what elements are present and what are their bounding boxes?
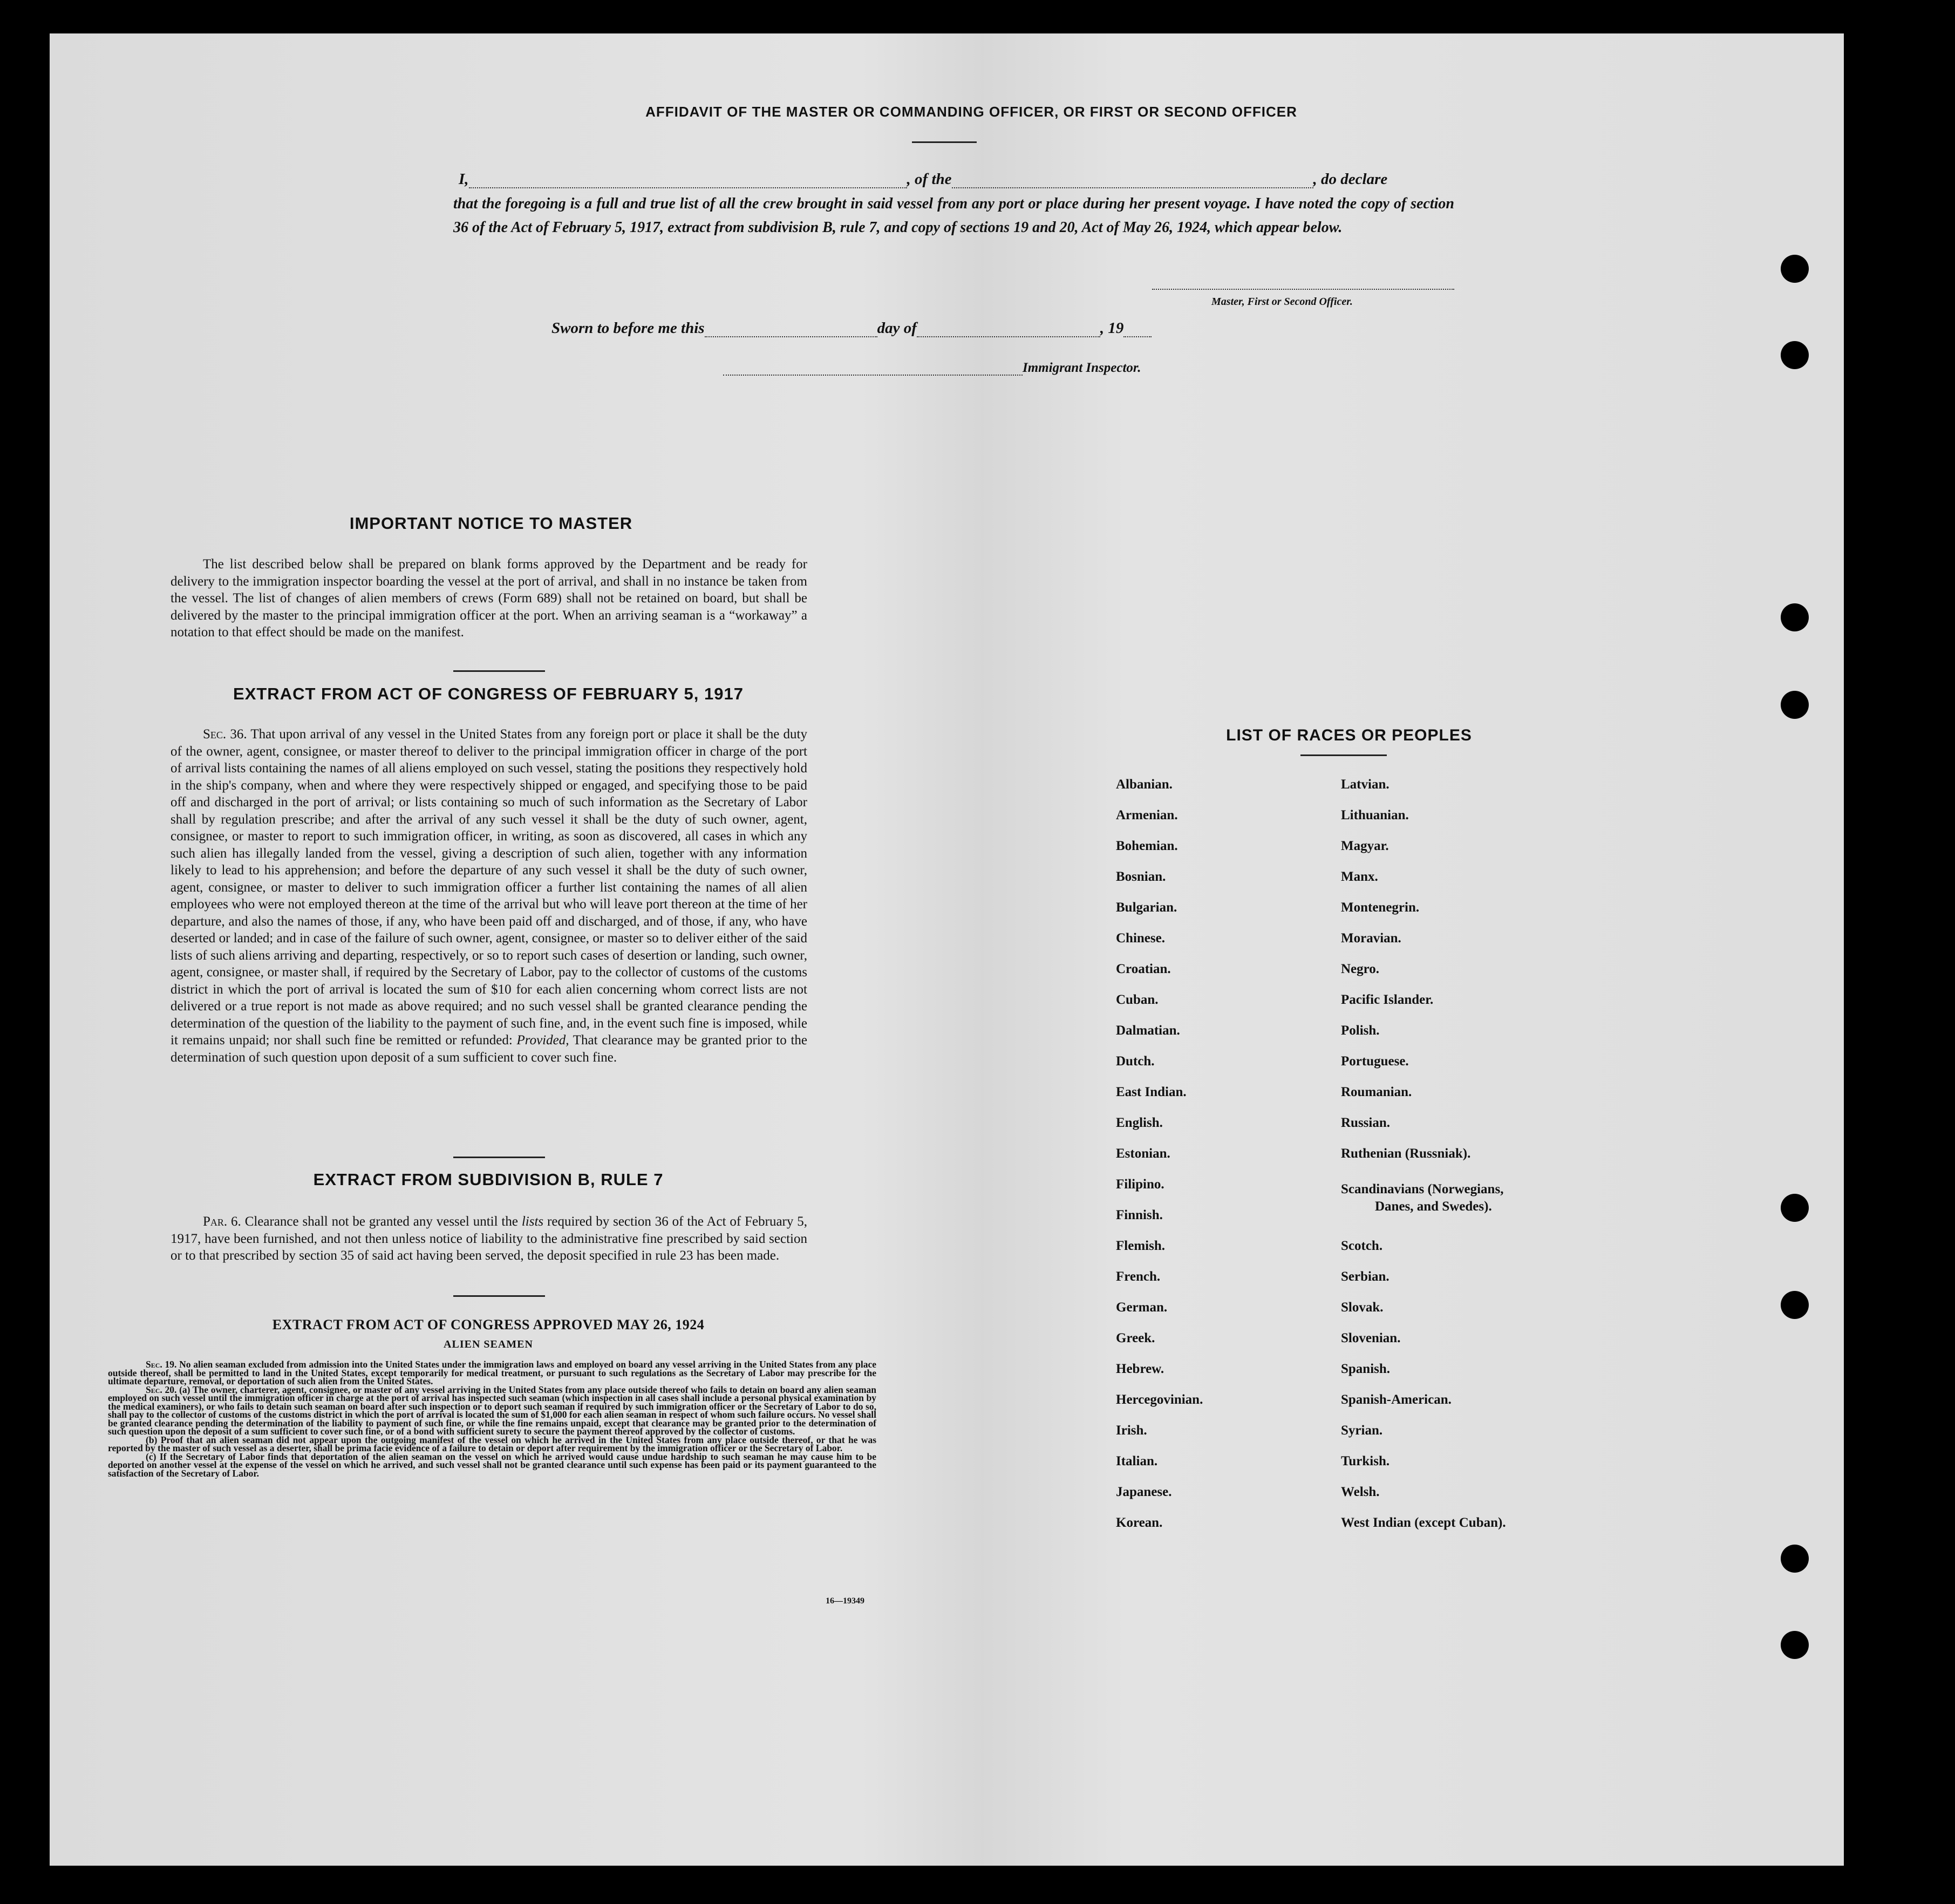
master-signature-line <box>1152 289 1454 290</box>
rule-7-text-b: required by section 36 of the Act of February 5, 1917, have been furnished, and not then unless notice of liability to the administrative fine prescribed by said section or to that prescribed by section 35 of said act having been served, the deposit specified in rule 23 has been made. <box>171 1214 807 1263</box>
name-blank <box>469 175 907 188</box>
rule-7-body <box>171 1213 807 1264</box>
extract-1917-title: EXTRACT FROM ACT OF CONGRESS OF FEBRUARY 5, 1917 <box>233 684 744 703</box>
race-item: Slovak. <box>1341 1300 1384 1315</box>
race-item: Armenian. <box>1116 808 1178 822</box>
race-item: Lithuanian. <box>1341 808 1409 822</box>
race-item: East Indian. <box>1116 1085 1187 1099</box>
inspector-label: Immigrant Inspector. <box>1023 361 1141 375</box>
races-title: LIST OF RACES OR PEOPLES <box>1226 726 1472 744</box>
race-item: Bulgarian. <box>1116 900 1177 915</box>
section-20b: (b) Proof that an alien seaman did not appear upon the outgoing manifest of the vessel on which he arrived in the United States from any place outside thereof, or that he was reported by the master of such vessel as a deserter, shall be prima facie evidence of a failure to detain or deport after requirement by the immigration officer or the Secretary of Labor. <box>108 1434 876 1453</box>
divider <box>453 670 545 672</box>
race-item: Filipino. <box>1116 1177 1164 1192</box>
day-blank <box>705 324 877 337</box>
affidavit-declare-label: , do declare <box>1313 171 1388 188</box>
section-19-text: No alien seaman excluded from admission into the United States under the immigration laws and employed on board any vessel arriving in the United States from any place outside thereof, shall be permitted to land in the United States, except temporarily for medical treatment, or pursuant to such regulations as the Secretary of Labor may prescribe for the ultimate departure, removal, or deportation of such alien from the United States. <box>108 1359 877 1386</box>
race-item: Pacific Islander. <box>1341 992 1434 1007</box>
race-item: Finnish. <box>1116 1208 1163 1222</box>
section-20a-text: (a) The owner, charterer, agent, consignee, or master of any vessel arriving in the United States from any place outside thereof who fails to detain on board any alien seaman employed on such vessel until the immigration officer in charge at the port of arrival has inspected such seaman (which inspection in all cases shall include a personal physical examination by the medical examiners), or who fails to detain such seaman on board after such inspection or to deport such seaman if required by such immigration officer or the Secretary of Labor to do so, shall pay to the collector of customs of the customs district in which the port of arrival is located the sum of $1,000 for each alien seaman in respect of whom such failure occurs. No vessel shall be granted clearance pending the determination of the liability to payment of such fine, or while the fine remains unpaid, except that clearance may be granted prior to the determination of such question upon the deposit of a sum sufficient to cover such fine, or of a bond with sufficient surety to secure the payment thereof approved by the collector of customs. <box>108 1384 876 1437</box>
sworn-line <box>551 319 1152 337</box>
race-item: Moravian. <box>1341 931 1401 946</box>
race-item: Russian. <box>1341 1116 1391 1130</box>
notice-body: The list described below shall be prepared on blank forms approved by the Department and be ready for delivery to the immigration inspector boarding the vessel at the port of arrival, and shall in no instance be taken from the vessel. The list of changes of alien members of crews (Form 689) shall not be retained on board, but shall be delivered by the master to the principal immigration officer at the port. When an arriving seaman is a “workaway” a notation to that effect should be made on the manifest. <box>171 557 807 640</box>
race-item: Korean. <box>1116 1515 1163 1530</box>
section-20c: (c) If the Secretary of Labor finds that deportation of the alien seaman on the vessel on which he arrived would cause undue hardship to such seaman he may cause him to be deported on another vessel at the expense of the vessel on which he arrived, and such vessel shall not be granted clearance until such expense has been paid or its payment guaranteed to the satisfaction of the Secretary of Labor. <box>108 1451 876 1479</box>
section-20-label: Sec. 20. <box>146 1384 177 1395</box>
punch-hole <box>1781 255 1809 283</box>
race-item: Bohemian. <box>1116 839 1178 853</box>
race-item: Spanish. <box>1341 1362 1391 1376</box>
race-item: Scotch. <box>1341 1239 1383 1253</box>
notice-title: IMPORTANT NOTICE TO MASTER <box>349 514 633 533</box>
rule-7-text-a: Clearance shall not be granted any vessel until the <box>244 1214 518 1229</box>
divider <box>1300 754 1387 756</box>
race-item: Montenegrin. <box>1341 900 1420 915</box>
extract-1924-body <box>108 1361 876 1478</box>
race-item: Roumanian. <box>1341 1085 1412 1099</box>
month-blank <box>917 324 1100 337</box>
race-item: Italian. <box>1116 1454 1158 1468</box>
affidavit-body: that the foregoing is a full and true list of all the crew brought in said vessel from any port or place during her present voyage. I have noted the copy of section 36 of the Act of February 5, 1917, extract from subdivision B, rule 7, and copy of sections 19 and 20, Act of May 26, 1924, which appear below. <box>453 195 1454 236</box>
race-item: West Indian (except Cuban). <box>1341 1515 1506 1530</box>
year-blank <box>1123 324 1152 337</box>
section-label: Sec. 36. <box>203 727 247 742</box>
year-label: , 19 <box>1100 319 1124 337</box>
punch-hole <box>1781 341 1809 369</box>
inspector-blank <box>723 363 1023 376</box>
race-item: Irish. <box>1116 1423 1147 1438</box>
sworn-label: Sworn to before me this <box>551 319 705 337</box>
divider <box>912 141 977 143</box>
punch-hole <box>1781 603 1809 631</box>
affidavit-i-label: I, <box>459 171 469 188</box>
section-36-end: That clearance may be granted prior to the determination of such question upon deposit of a sum sufficient to cover such fine. <box>171 1033 807 1065</box>
race-item: Latvian. <box>1341 777 1389 792</box>
lists-word: lists <box>521 1214 544 1229</box>
race-item: Portuguese. <box>1341 1054 1409 1069</box>
extract-1924-title: EXTRACT FROM ACT OF CONGRESS APPROVED MAY 26, 1924 <box>272 1317 705 1332</box>
race-item: Ruthenian (Russniak). <box>1341 1146 1471 1161</box>
section-19-label: Sec. 19. <box>146 1359 177 1370</box>
race-item: German. <box>1116 1300 1168 1315</box>
race-item: Slovenian. <box>1341 1331 1401 1345</box>
race-item: Cuban. <box>1116 992 1159 1007</box>
race-item: Turkish. <box>1341 1454 1390 1468</box>
race-item: Scandinavians (Norwegians, <box>1341 1182 1504 1196</box>
race-item: French. <box>1116 1269 1161 1284</box>
race-item: Japanese. <box>1116 1485 1172 1499</box>
section-36-text: That upon arrival of any vessel in the United States from any foreign port or place it shall be the duty of the owner, agent, consignee, or master thereof to deliver to the principal immigration officer in charge of the port of arrival lists containing the names of all aliens employed on such vessel, stating the positions they respectively hold in the ship's company, when and where they were respectively shipped or engaged, and specifying those to be paid off and discharged in the port of arrival; or lists containing so much of such information as the Secretary of Labor shall by regulation prescribe; and after the arrival of any such vessel it shall be the duty of such owner, agent, consignee, or master to report to such immigration officer, in writing, as soon as discovered, all cases in which any such alien has illegally landed from the vessel, giving a description of such alien, together with any information likely to lead to his apprehension; and before the departure of any such vessel it shall be the duty of such owner, agent, consignee, or master to deliver to such immigration officer a further list containing the names of all alien employees who were not employed thereon at the time of the arrival but who will leave port thereon at the time of her departure, and also the names of those, if any, who have been paid off and discharged, and of those, if any, who have deserted or landed; and in case of the failure of such owner, agent, consignee, or master so to deliver either of the said lists of such aliens arriving and departing, respectively, or so to report such cases of desertion or landing, such owner, agent, consignee, or master shall, if required by the Secretary of Labor, pay to the collector of customs of the customs district in which the port of arrival is located the sum of $10 for each alien concerning whom correct lists are not delivered or a true report is not made as above required; and no such vessel shall be granted clearance pending the determination of the question of the liability to the payment of such fine, and, in the event such fine is imposed, while it remains unpaid; nor shall such fine be remitted or refunded: <box>171 727 807 1048</box>
race-item: Albanian. <box>1116 777 1173 792</box>
inspector-line <box>723 361 1141 376</box>
race-item: Hebrew. <box>1116 1362 1164 1376</box>
race-item: Syrian. <box>1341 1423 1383 1438</box>
race-item: Bosnian. <box>1116 869 1166 884</box>
race-item: Polish. <box>1341 1023 1380 1038</box>
affidavit-of-label: , of the <box>907 171 952 188</box>
divider <box>453 1157 545 1158</box>
race-item: Estonian. <box>1116 1146 1170 1161</box>
race-item: Welsh. <box>1341 1485 1380 1499</box>
alien-seamen-subtitle: ALIEN SEAMEN <box>444 1338 533 1350</box>
rule-7-title: EXTRACT FROM SUBDIVISION B, RULE 7 <box>313 1170 664 1189</box>
affidavit-title: AFFIDAVIT OF THE MASTER OR COMMANDING OFFICER, OR FIRST OR SECOND OFFICER <box>645 104 1297 120</box>
provided-word: Provided, <box>516 1033 569 1048</box>
race-item: Manx. <box>1341 869 1378 884</box>
race-item: Hercegovinian. <box>1116 1392 1203 1407</box>
race-item: Flemish. <box>1116 1239 1165 1253</box>
race-item: Danes, and Swedes). <box>1375 1199 1492 1214</box>
punch-hole <box>1781 1631 1809 1659</box>
race-item: Serbian. <box>1341 1269 1389 1284</box>
race-item: Negro. <box>1341 962 1380 976</box>
race-item: Croatian. <box>1116 962 1171 976</box>
master-signature-label: Master, First or Second Officer. <box>1211 296 1353 308</box>
vessel-blank <box>952 175 1313 188</box>
race-item: Dutch. <box>1116 1054 1155 1069</box>
affidavit-declaration-line <box>459 171 1457 188</box>
extract-1917-body <box>171 726 807 1066</box>
punch-hole <box>1781 1545 1809 1573</box>
punch-hole <box>1781 691 1809 719</box>
punch-hole <box>1781 1194 1809 1222</box>
section-20a <box>108 1386 876 1436</box>
race-item: English. <box>1116 1116 1163 1130</box>
punch-hole <box>1781 1291 1809 1319</box>
paragraph-label: Par. 6. <box>203 1214 241 1229</box>
section-19 <box>108 1361 876 1386</box>
race-item: Magyar. <box>1341 839 1389 853</box>
day-of-label: day of <box>877 319 917 337</box>
race-item: Chinese. <box>1116 931 1165 946</box>
form-number: 16—19349 <box>826 1596 864 1606</box>
race-item: Greek. <box>1116 1331 1155 1345</box>
race-item: Spanish-American. <box>1341 1392 1452 1407</box>
divider <box>453 1295 545 1297</box>
race-item: Dalmatian. <box>1116 1023 1180 1038</box>
